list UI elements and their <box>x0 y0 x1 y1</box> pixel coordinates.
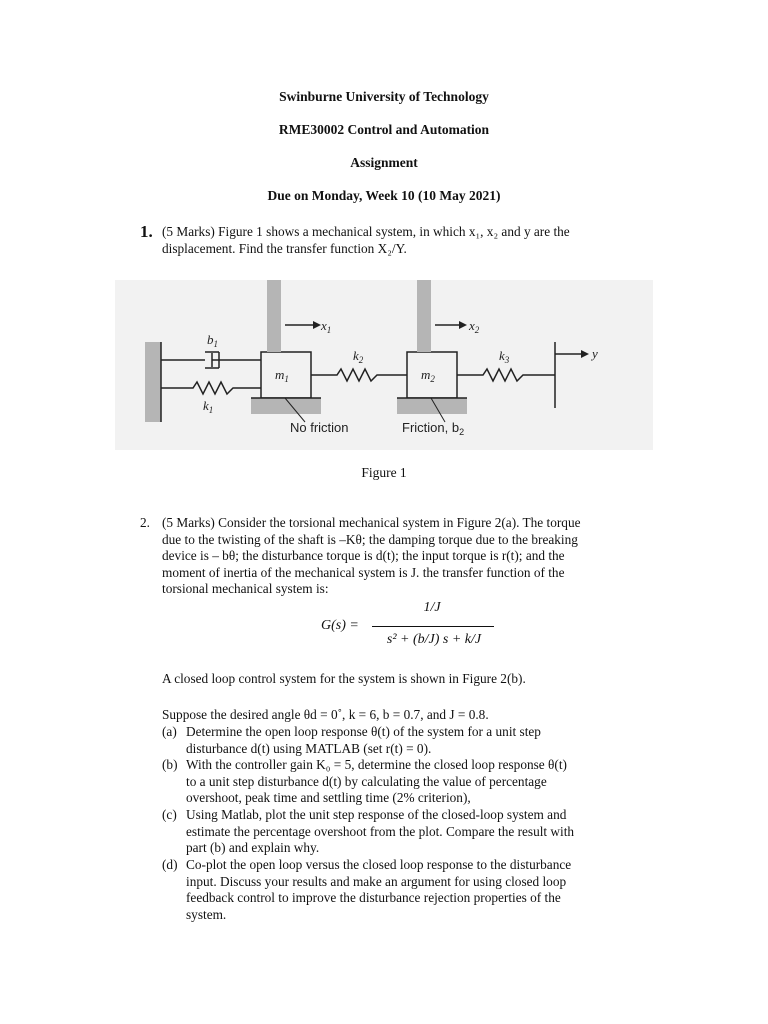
m1-post <box>267 280 281 352</box>
item-c-label: (c) <box>162 807 177 822</box>
item-b-line-2: to a unit step disturbance d(t) by calculating the value of percentage <box>186 773 547 789</box>
q1-line-2: displacement. Find the transfer function X₂/Y. <box>162 240 407 256</box>
item-c-line-3: part (b) and explain why. <box>186 840 320 856</box>
item-d-text <box>186 857 656 923</box>
q1-text <box>162 224 662 257</box>
item-a-line-2: disturbance d(t) using MATLAB (set r(t) = 0). <box>186 740 432 756</box>
item-b <box>0 757 768 806</box>
m2-post <box>417 280 431 352</box>
item-c-text <box>186 807 656 857</box>
q2-intro <box>162 515 652 598</box>
item-b-line-3: overshoot, peak time and settling time (2% criterion), <box>186 790 471 806</box>
q2-line-2: due to the twisting of the shaft is –Kθ; the damping torque due to the breaking <box>162 531 578 547</box>
document-type: Assignment <box>350 155 418 170</box>
item-d-label: (d) <box>162 857 178 872</box>
item-d-line-3: feedback control to improve the disturbance rejection properties of the <box>186 890 561 906</box>
fraction-bar <box>372 626 494 627</box>
item-a <box>0 724 768 756</box>
university-name: Swinburne University of Technology <box>279 89 489 104</box>
label-y: y <box>592 346 598 361</box>
item-c <box>0 807 768 856</box>
label-no-friction: No friction <box>290 420 349 435</box>
item-d-line-4: system. <box>186 906 227 922</box>
item-b-label: (b) <box>162 757 178 772</box>
q2-line-1: (5 Marks) Consider the torsional mechanical system in Figure 2(a). The torque <box>162 515 581 530</box>
equation-numerator: 1/J <box>423 600 441 615</box>
figure-1-mechanical-system <box>115 280 653 450</box>
item-d <box>0 857 768 922</box>
item-d-line-2: input. Discuss your results and make an argument for using closed loop <box>186 873 567 889</box>
item-a-label: (a) <box>162 724 177 739</box>
item-a-line-1: Determine the open loop response θ(t) of the system for a unit step <box>186 724 541 739</box>
label-k1: $k_1$ <box>203 398 214 415</box>
label-m2: $m_2$ <box>421 367 435 384</box>
label-b1: $b_1$ <box>207 332 218 349</box>
label-m1: $m_1$ <box>275 367 289 384</box>
figure-1-caption: Figure 1 <box>361 465 407 480</box>
q1-number: 1. <box>140 222 153 241</box>
due-date: Due on Monday, Week 10 (10 May 2021) <box>267 188 501 203</box>
item-b-line-1: With the controller gain K₀ = 5, determine the closed loop response θ(t) <box>186 757 567 772</box>
q1-line-1: (5 Marks) Figure 1 shows a mechanical system, in which x₁, x₂ and y are the <box>162 224 570 239</box>
q2-line-5: torsional mechanical system is: <box>162 581 329 597</box>
q2-line-3: device is – bθ; the disturbance torque is d(t); the input torque is r(t); and the <box>162 548 565 564</box>
course-title: RME30002 Control and Automation <box>278 122 490 137</box>
ground-m1 <box>251 398 321 414</box>
closed-loop-statement: A closed loop control system for the system is shown in Figure 2(b). <box>162 671 526 686</box>
figure-background <box>115 280 653 450</box>
parameter-statement: Suppose the desired angle θd = 0˚, k = 6, b = 0.7, and J = 0.8. <box>162 707 489 722</box>
label-k2: $k_2$ <box>353 348 364 365</box>
q2-line-4: moment of inertia of the mechanical system is J. the transfer function of the <box>162 564 565 580</box>
equation-denominator: s² + (b/J) s + k/J <box>386 632 482 647</box>
equation-lhs: G(s) = <box>321 618 359 633</box>
item-c-line-1: Using Matlab, plot the unit step response of the closed-loop system and <box>186 807 567 822</box>
item-d-line-1: Co-plot the open loop versus the closed loop response to the disturbance <box>186 857 572 872</box>
item-b-text <box>186 757 656 807</box>
left-wall <box>145 342 161 422</box>
label-k3: $k_3$ <box>499 348 510 365</box>
label-x2: $x_2$ <box>469 318 480 335</box>
label-friction-b2: Friction, $b_2$ <box>402 420 465 437</box>
item-a-text <box>186 724 656 757</box>
label-x1: $x_1$ <box>321 318 332 335</box>
q2-number: 2. <box>140 515 150 530</box>
item-c-line-2: estimate the percentage overshoot from the plot. Compare the result with <box>186 823 575 839</box>
